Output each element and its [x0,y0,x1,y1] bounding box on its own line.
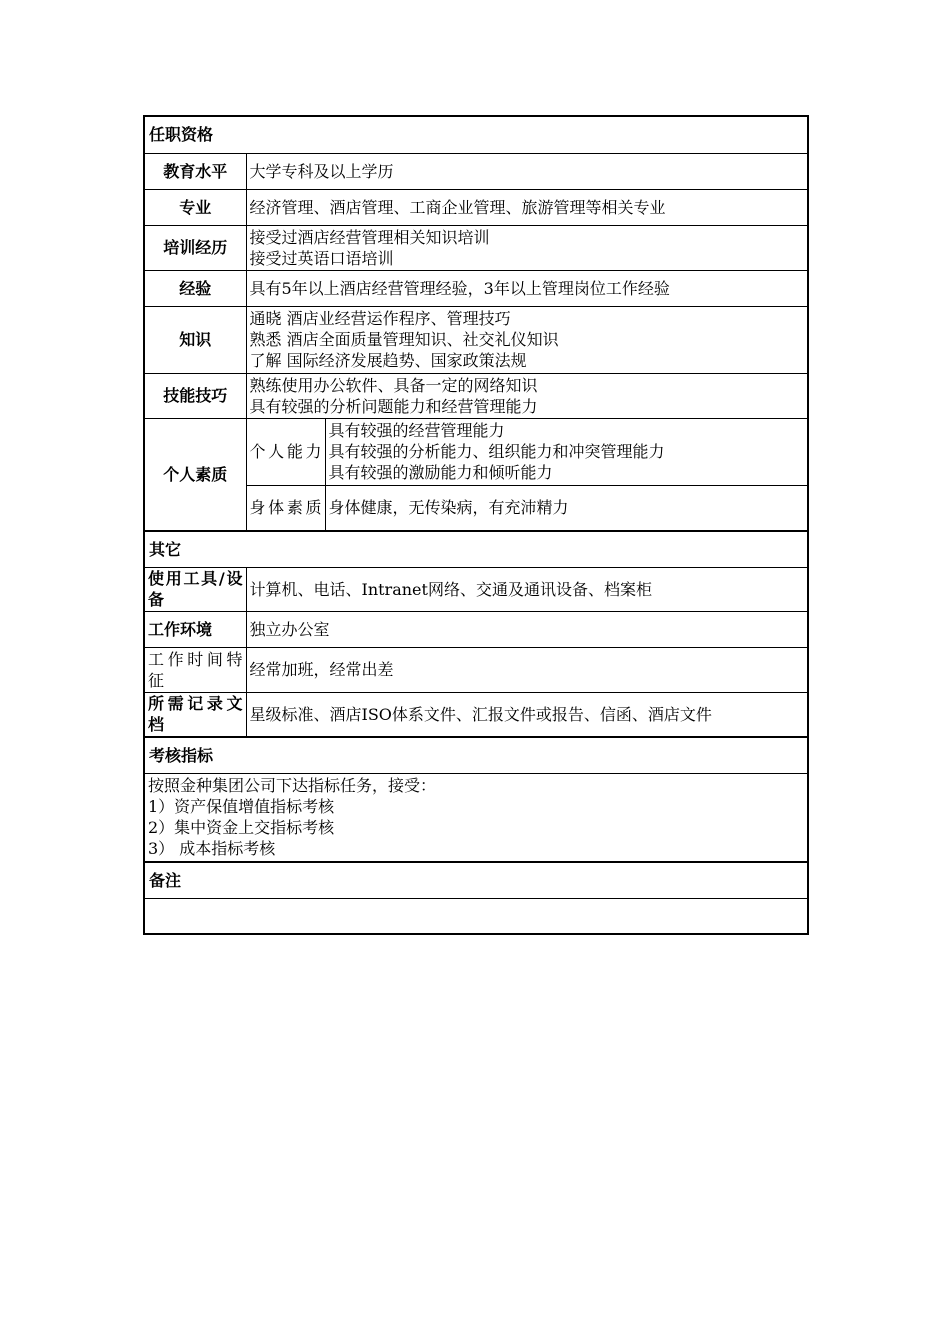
row-environment [144,611,808,647]
training-value [246,225,808,270]
worktime-label: 工作时间特征 [144,647,246,692]
physical-value: 身体健康，无传染病，有充沛精力 [325,485,808,531]
ability-line: 具有较强的经营管理能力 [328,421,505,440]
ability-label: 个人能力 [246,418,325,485]
job-qualification-table [143,115,809,935]
section-title: 其它 [144,531,808,567]
remarks-value [144,898,808,934]
experience-value: 具有5年以上酒店经营管理经验，3年以上管理岗位工作经验 [246,270,808,306]
assessment-line: 3） 成本指标考核 [148,839,276,859]
training-line: 接受过酒店经营管理相关知识培训 [249,227,490,247]
environment-label: 工作环境 [144,611,246,647]
ability-line: 具有较强的分析能力、组织能力和冲突管理能力 [328,442,665,461]
records-value: 星级标准、酒店ISO体系文件、汇报文件或报告、信函、酒店文件 [246,692,808,737]
ability-line: 具有较强的激励能力和倾听能力 [328,463,553,482]
skills-line: 具有较强的分析问题能力和经营管理能力 [249,396,538,416]
assessment-line: 2）集中资金上交指标考核 [148,818,335,838]
row-personal-ability [144,418,808,485]
row-assessment [144,773,808,862]
knowledge-label: 知识 [144,306,246,373]
row-education [144,153,808,189]
tools-label: 使用工具/设备 [144,567,246,611]
row-knowledge [144,306,808,373]
training-line: 接受过英语口语培训 [249,248,394,268]
major-label: 专业 [144,189,246,225]
personal-label: 个人素质 [144,418,246,531]
education-label: 教育水平 [144,153,246,189]
experience-label: 经验 [144,270,246,306]
training-label: 培训经历 [144,225,246,270]
knowledge-value [246,306,808,373]
section-assessment-header [144,737,808,773]
major-value: 经济管理、酒店管理、工商企业管理、旅游管理等相关专业 [246,189,808,225]
section-other-header [144,531,808,567]
row-worktime [144,647,808,692]
skills-line: 熟练使用办公软件、具备一定的网络知识 [249,375,538,395]
education-value: 大学专科及以上学历 [246,153,808,189]
physical-label: 身体素质 [246,485,325,531]
ability-value [325,418,808,485]
knowledge-line: 通晓 酒店业经营运作程序、管理技巧 [249,309,511,328]
assessment-line: 1）资产保值增值指标考核 [148,797,335,817]
row-experience [144,270,808,306]
assessment-value [144,773,808,862]
tools-value: 计算机、电话、Intranet网络、交通及通讯设备、档案柜 [246,567,808,611]
section-remarks-header [144,862,808,898]
knowledge-line: 了解 国际经济发展趋势、国家政策法规 [249,351,527,370]
section-qualifications-header [144,116,808,153]
row-records [144,692,808,737]
row-tools [144,567,808,611]
assessment-line: 按照金种集团公司下达指标任务，接受： [148,776,437,796]
row-major [144,189,808,225]
row-skills [144,373,808,418]
section-title: 考核指标 [144,737,808,773]
worktime-value: 经常加班，经常出差 [246,647,808,692]
skills-value [246,373,808,418]
records-label: 所需记录文档 [144,692,246,737]
row-training [144,225,808,270]
row-remarks [144,898,808,934]
section-title: 任职资格 [144,116,808,153]
skills-label: 技能技巧 [144,373,246,418]
environment-value: 独立办公室 [246,611,808,647]
knowledge-line: 熟悉 酒店全面质量管理知识、社交礼仪知识 [249,330,559,349]
section-title: 备注 [144,862,808,898]
